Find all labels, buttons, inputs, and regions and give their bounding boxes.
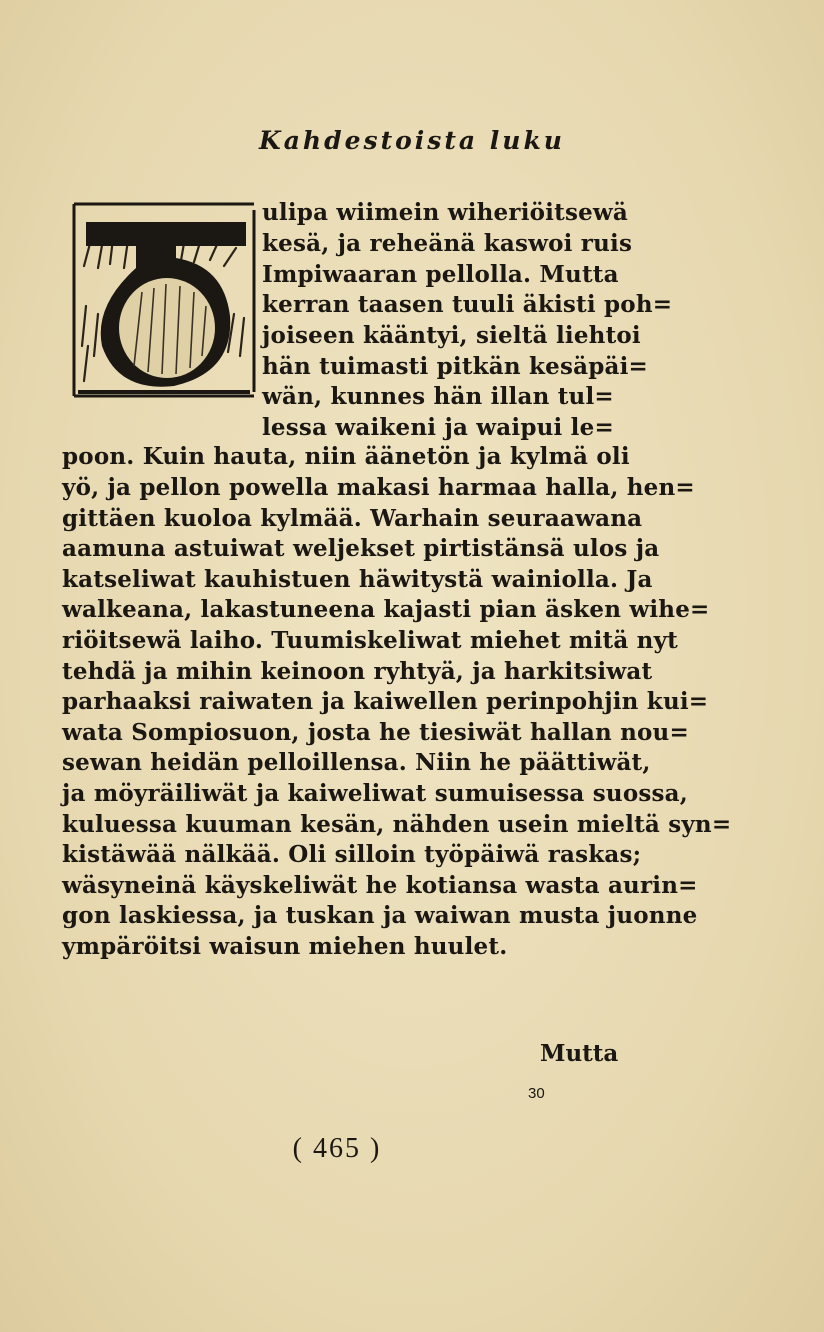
text-line: lessa waikeni ja waipui le= bbox=[262, 414, 614, 441]
text-line: parhaaksi raiwaten ja kaiwellen perinpohjin kui= bbox=[62, 688, 709, 715]
text-line: kistäwää nälkää. Oli silloin työpäiwä raskas; bbox=[62, 841, 642, 868]
text-line: yö, ja pellon powella makasi harmaa halla, hen= bbox=[62, 474, 695, 501]
text-line: ympäröitsi waisun miehen huulet. bbox=[62, 933, 508, 960]
text-line: hän tuimasti pitkän kesäpäi= bbox=[262, 353, 649, 380]
text-line: Impiwaaran pellolla. Mutta bbox=[262, 261, 619, 288]
text-line: poon. Kuin hauta, niin äänetön ja kylmä oli bbox=[62, 443, 630, 470]
text-line: katseliwat kauhistuen häwitystä wainiolla. Ja bbox=[62, 566, 653, 593]
text-line: wän, kunnes hän illan tul= bbox=[262, 383, 614, 410]
text-line: riöitsewä laiho. Tuumiskeliwat miehet mitä nyt bbox=[62, 627, 678, 654]
text-line: sewan heidän pelloillensa. Niin he päättiwät, bbox=[62, 749, 651, 776]
text-line: aamuna astuiwat weljekset pirtistänsä ulos ja bbox=[62, 535, 660, 562]
signature-mark: 30 bbox=[528, 1085, 545, 1102]
text-line: joiseen kääntyi, sieltä liehtoi bbox=[262, 322, 641, 349]
decorated-initial-t bbox=[64, 196, 260, 406]
text-line: walkeana, lakastuneena kajasti pian äsken wihe= bbox=[62, 596, 710, 623]
text-line: wäsyneinä käyskeliwät he kotiansa wasta aurin= bbox=[62, 872, 698, 899]
page-number: ( 465 ) bbox=[292, 1133, 382, 1164]
chapter-heading: Kahdestoista luku bbox=[259, 126, 565, 155]
text-line: gittäen kuoloa kylmää. Warhain seuraawana bbox=[62, 505, 643, 532]
text-line: gon laskiessa, ja tuskan ja waiwan musta juonne bbox=[62, 902, 698, 929]
text-line: tehdä ja mihin keinoon ryhtyä, ja harkitsiwat bbox=[62, 658, 653, 685]
initial-t-illustration-icon bbox=[64, 196, 260, 406]
text-line: kesä, ja reheänä kaswoi ruis bbox=[262, 230, 633, 257]
text-line: wata Sompiosuon, josta he tiesiwät hallan nou= bbox=[62, 719, 689, 746]
catchword: Mutta bbox=[540, 1040, 619, 1067]
text-line: ja möyräiliwät ja kaiweliwat sumuisessa suossa, bbox=[62, 780, 688, 807]
text-line: kuluessa kuuman kesän, nähden usein mieltä syn= bbox=[62, 811, 732, 838]
text-line: kerran taasen tuuli äkisti poh= bbox=[262, 291, 673, 318]
text-line: ulipa wiimein wiheriöitsewä bbox=[262, 199, 629, 226]
